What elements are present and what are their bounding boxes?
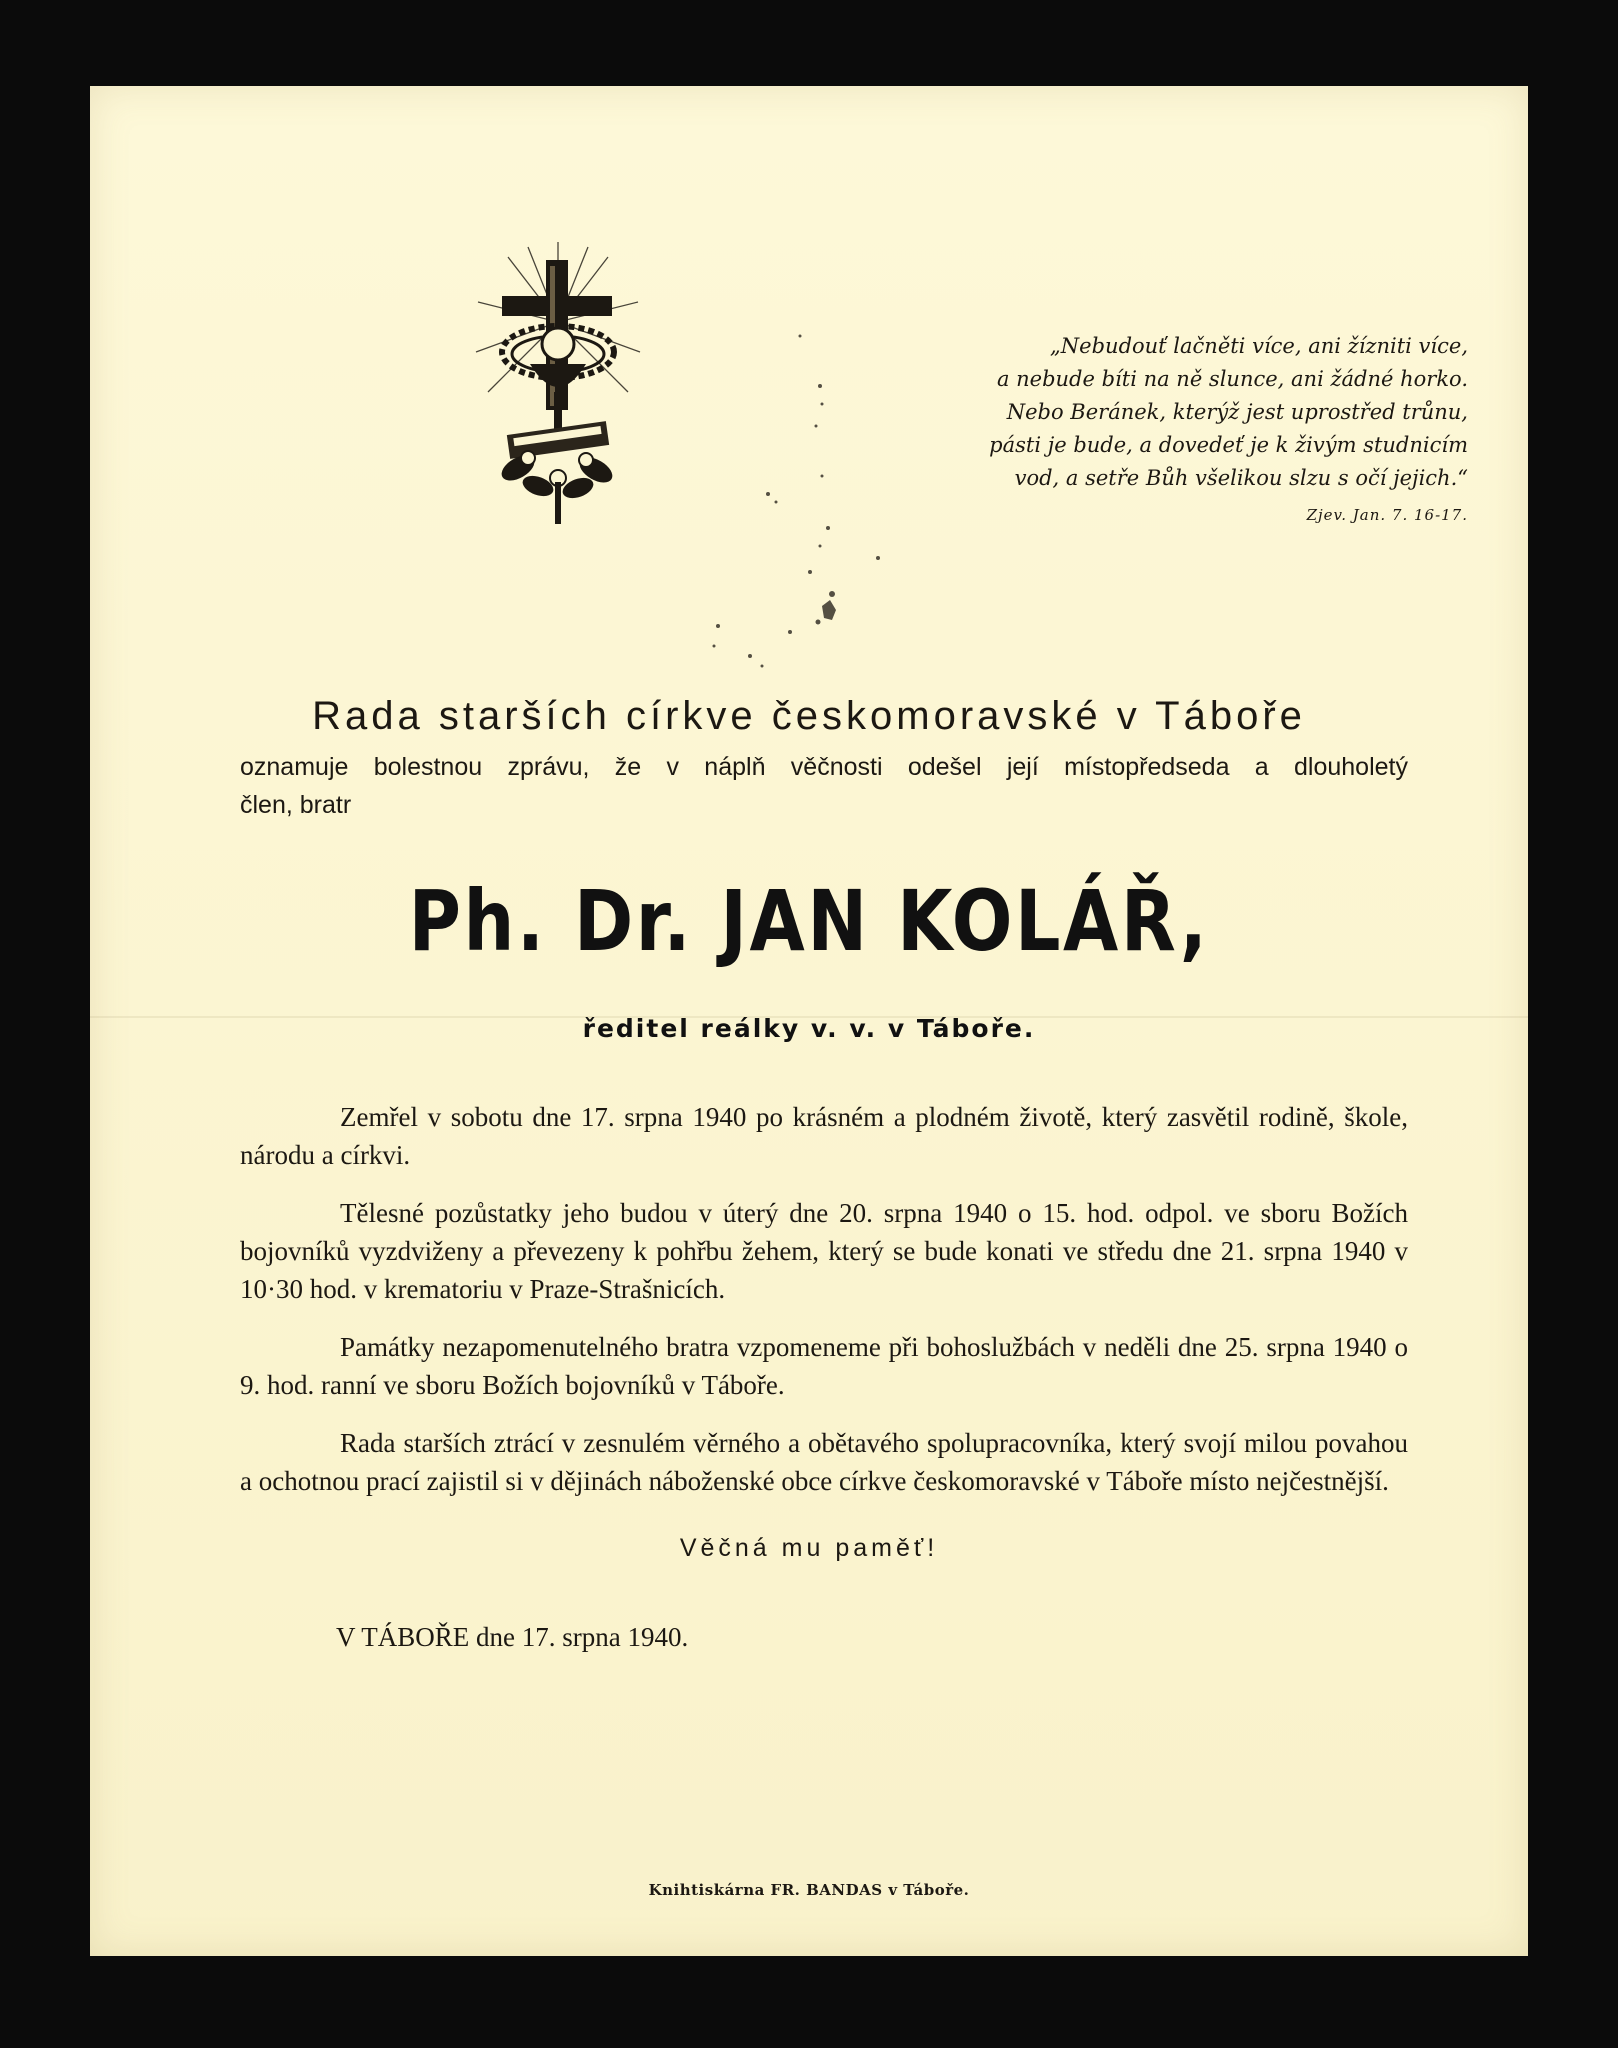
printer-imprint: Knihtiskárna FR. BANDAS v Táboře. [648, 1881, 970, 1899]
announcement-intro [240, 748, 1408, 824]
chalice-cross-emblem-icon [468, 232, 648, 532]
farewell-line: Věčná mu paměť! [679, 1534, 939, 1562]
epigraph-line: a nebude bíti na ně slunce, ani žádné horko. [996, 367, 1468, 391]
intro-line: oznamuje bolestnou zprávu, že v náplň věčnosti odešel její místopředseda a dlouholetý [240, 753, 1408, 781]
obituary-body [240, 1098, 1408, 1520]
place-date-signoff: V TÁBOŘE dne 17. srpna 1940. [336, 1622, 689, 1652]
epigraph-line: vod, a setře Bůh všelikou slzu s očí jejich.“ [1014, 466, 1468, 490]
body-paragraph: Zemřel v sobotu dne 17. srpna 1940 po krásném a plodném životě, který zasvětil rodině, škole, národu a církvi. [240, 1102, 1408, 1170]
announcement-heading: Rada starších církve českomoravské v Táboře [312, 694, 1306, 738]
body-paragraph: Tělesné pozůstatky jeho budou v úterý dne 20. srpna 1940 o 15. hod. odpol. ve sboru Božích bojovníků vyzdviženy a převezeny k pohřbu žehem, který se bude konati ve středu dne 21. srpna 1940 v 10·30 hod. v krematoriu v Praze-Strašnicích. [240, 1198, 1408, 1304]
epigraph-reference: Zjev. Jan. 7. 16-17. [1306, 506, 1468, 524]
bible-epigraph [970, 330, 1468, 532]
epigraph-line: Nebo Beránek, kterýž jest uprostřed trůnu, [1006, 400, 1468, 424]
intro-line: člen, bratr [240, 791, 352, 819]
deceased-title: ředitel reálky v. v. v Táboře. [582, 1014, 1036, 1043]
deceased-name: Ph. Dr. JAN KOLÁŘ, [408, 872, 1210, 970]
body-paragraph: Památky nezapomenutelného bratra vzpomeneme při bohoslužbách v neděli dne 25. srpna 1940 o 9. hod. ranní ve sboru Božích bojovníků v Táboře. [240, 1332, 1408, 1400]
body-paragraph: Rada starších ztrácí v zesnulém věrného a obětavého spolupracovníka, který svojí milou povahou a ochotnou prací zajistil si v dějinách náboženské obce církve českomoravské v Táboře místo nejčestnější. [240, 1428, 1408, 1496]
obituary-sheet [90, 86, 1528, 1956]
epigraph-line: „Nebudouť lačněti více, ani žízniti více, [1049, 334, 1468, 358]
epigraph-line: pásti je bude, a dovedeť je k živým studnicím [989, 433, 1468, 457]
ink-specks [650, 276, 950, 696]
